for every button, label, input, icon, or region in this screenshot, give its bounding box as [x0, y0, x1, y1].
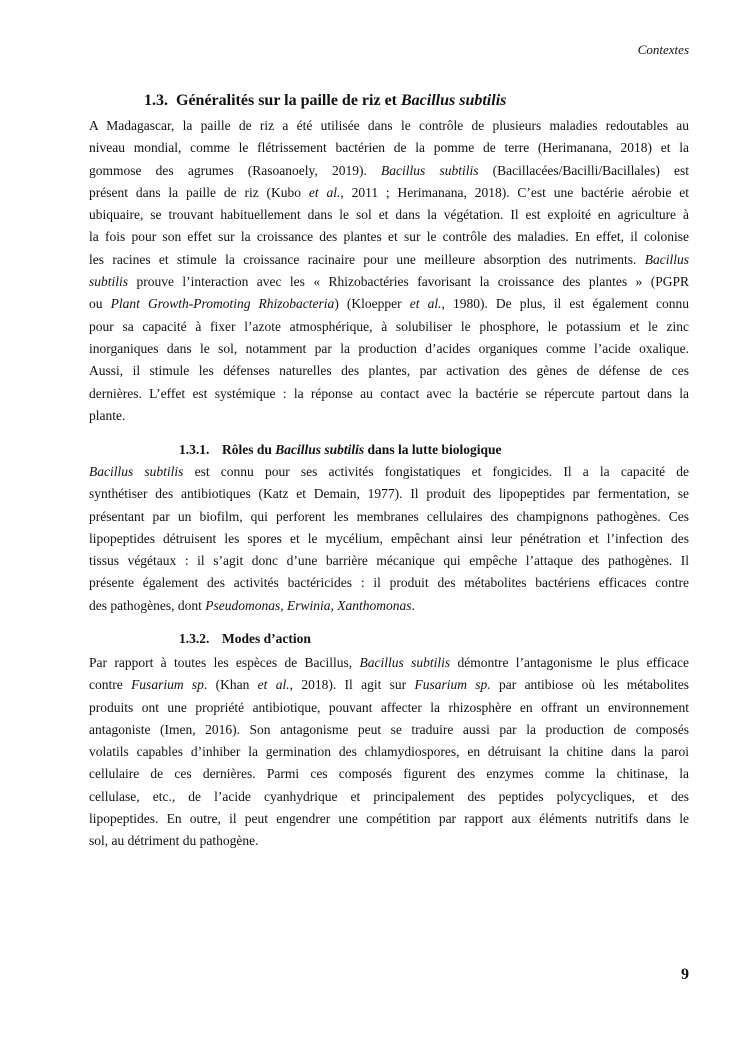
- text-line: cellulase, etc., de l’acide cyanhydrique et principalement des peptides polycycliques, et des: [89, 788, 689, 804]
- subsection-number: 1.3.1.: [179, 442, 210, 457]
- section-title-italic: Bacillus subtilis: [401, 92, 507, 109]
- text-line: Par rapport à toutes les espèces de Bacillus, Bacillus subtilis démontre l’antagonisme le plus efficace: [89, 655, 689, 670]
- text-line: dernières. L’effet est systémique : la réponse au contact avec la bactérie se répercute partout dans la: [89, 385, 689, 401]
- text-line: synthétiser des antibiotiques (Katz et Demain, 1977). Il produit des lipopeptides par fermentation, se: [89, 486, 689, 502]
- text-line: tissus végétaux : il s’agit donc d’une barrière mécanique qui empêche l’attaque des pathogènes. Il: [89, 553, 689, 569]
- text-line: subtilis prouve l’interaction avec les « Rhizobactéries favorisant la croissance des plantes » (PGPR: [89, 274, 689, 290]
- text-line: Bacillus subtilis est connu pour ses activités fongistatiques et fongicides. Il a la capacité de: [89, 464, 689, 479]
- subsection-heading-modes: [179, 631, 311, 647]
- running-header: Contextes: [637, 42, 689, 57]
- text-line: la fois pour son effet sur la croissance des plantes et sur le contrôle des maladies. En effet, il colonise: [89, 229, 689, 245]
- text-line: ubiquaire, se trouvant habituellement dans le sol et dans la végétation. Il est exploité en agriculture à: [89, 207, 689, 223]
- text-line: lipopeptides. En outre, il peut engendrer une compétition par rapport aux éléments nutritifs dans le: [89, 811, 689, 827]
- paragraph-roles: [89, 461, 689, 617]
- text-line: A Madagascar, la paille de riz a été utilisée dans le contrôle de plusieurs maladies redoutables au: [89, 118, 689, 133]
- text-line: contre Fusarium sp. (Khan et al., 2018). Il agit sur Fusarium sp. par antibiose où les métabolites: [89, 677, 690, 693]
- text-line: lipopeptides détruisent les spores et le mycélium, empêchant ainsi leur pénétration et l’infection des: [89, 530, 689, 546]
- text-line: cellulaire de ces dernières. Parmi ces composés figurent des enzymes comme la chitinase, la: [89, 766, 689, 782]
- text-line: plante.: [89, 407, 126, 423]
- subsection-heading-roles: 1.3.1. Rôles du Bacillus subtilis dans la lutte biologique: [179, 442, 502, 457]
- text-line: volatils capables d’inhiber la germination des chlamydiospores, en détruisant la chitine dans la paroi: [89, 744, 689, 760]
- text-line: niveau mondial, comme le flétrissement bactérien de la pomme de terre (Herimanana, 2018) et la: [89, 140, 689, 156]
- text-line: gommose des agrumes (Rasoanoely, 2019). Bacillus subtilis (Bacillacées/Bacilli/Bacillales) est: [89, 162, 690, 178]
- text-line: Aussi, il stimule les défenses naturelles des plantes, par activation des gènes de défense de ces: [89, 363, 689, 379]
- paragraph-modes: [89, 652, 689, 853]
- text-line: sol, au détriment du pathogène.: [89, 833, 259, 849]
- paragraph-intro: [89, 115, 689, 427]
- page-number: 9: [681, 966, 689, 983]
- text-line: ou Plant Growth-Promoting Rhizobacteria) (Kloepper et al., 1980). De plus, il est également connu: [89, 296, 690, 312]
- text-line: antagoniste (Imen, 2016). Son antagonisme peut se traduire aussi par la production de composés: [89, 721, 689, 737]
- text-line: les racines et stimule la croissance racinaire pour une meilleure absorption des nutriments. Bacillus: [89, 251, 689, 267]
- text-line: pour sa capacité à fixer l’azote atmosphérique, à solubiliser le phosphore, le potassium et le zinc: [89, 318, 689, 334]
- subsection-title: Modes d’action: [222, 631, 311, 646]
- section-title: Généralités sur la paille de riz et: [176, 92, 401, 109]
- text-line: inorganiques dans le sol, notamment par la production d’acides organiques comme l’acide oxalique.: [89, 340, 689, 356]
- text-line: présentant par un biofilm, qui perforent les membranes cellulaires des champignons pathogènes. Ces: [89, 508, 689, 524]
- text-line: produits ont une propriété antibiotique, pouvant affecter la rhizosphère en offrant un environnement: [89, 699, 689, 715]
- text-line: présente également des activités bactéricides : il produit des métabolites bactériens efficaces contre: [89, 575, 689, 591]
- subsection-number: 1.3.2.: [179, 631, 210, 646]
- text-line: des pathogènes, dont Pseudomonas, Erwinia, Xanthomonas.: [89, 597, 415, 613]
- section-heading: [144, 92, 506, 110]
- text-line: présent dans la paille de riz (Kubo et al., 2011 ; Herimanana, 2018). C’est une bactérie aérobie et: [89, 184, 689, 200]
- section-number: 1.3.: [144, 92, 168, 109]
